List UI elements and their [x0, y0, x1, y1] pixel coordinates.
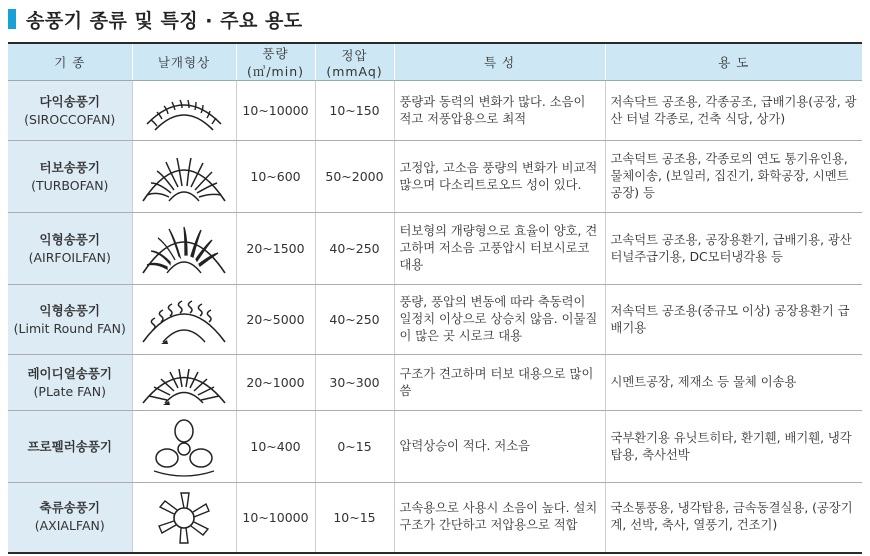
header-feature: 특 성 [394, 43, 605, 81]
fan-type-cell [8, 411, 132, 483]
usage-cell: 국소통풍용, 냉각탑용, 금속동결실용, (공장기계, 선박, 축사, 열풍기, 건조기) [605, 483, 862, 553]
table-header-row [8, 43, 862, 81]
feature-cell: 고속용으로 사용시 소음이 높다. 설치구조가 간단하고 저압용으로 적합 [394, 483, 605, 553]
fan-table [8, 42, 862, 554]
fan-type-name: 레이디얼송풍기 [27, 365, 113, 381]
flow-cell: 10~600 [236, 141, 315, 213]
blade-cell [132, 483, 236, 553]
table-row [8, 285, 862, 355]
header-usage: 용 도 [605, 43, 862, 81]
blade-cell [132, 411, 236, 483]
fan-type-name: 익형송풍기 [39, 302, 100, 318]
fan-type-en: (Limit Round FAN) [13, 320, 126, 336]
axial-blade-icon [152, 487, 216, 547]
sirocco-blade-icon [141, 90, 227, 132]
flow-cell: 20~1500 [236, 213, 315, 285]
limit-round-blade-icon [139, 294, 229, 346]
radial-blade-icon [139, 360, 229, 406]
fan-type-name: 터보송풍기 [39, 159, 100, 175]
fan-type-en: (TURBOFAN) [31, 177, 109, 193]
fan-type-name: 축류송풍기 [39, 500, 100, 516]
page-title: 송풍기 종류 및 특징 · 주요 용도 [26, 9, 303, 32]
usage-cell: 시멘트공장, 제재소 등 물체 이송용 [605, 355, 862, 411]
usage-cell: 고속덕트 공조용, 각종로의 연도 통기유인용, 물체이송, (보일러, 집진기, 화학공장, 시멘트공장) 등 [605, 141, 862, 213]
fan-type-cell [8, 141, 132, 213]
fan-type-cell [8, 285, 132, 355]
fan-type-cell [8, 355, 132, 411]
turbo-blade-icon [139, 149, 229, 205]
blade-cell [132, 213, 236, 285]
header-type: 기 종 [8, 43, 132, 81]
fan-type-en: (AXIALFAN) [34, 518, 105, 534]
usage-cell: 저속닥트 공조용, 각종공조, 급배기용(공장, 광산 터널 각종로, 건축 식당, 상가) [605, 81, 862, 141]
table-row [8, 355, 862, 411]
propeller-blade-icon [149, 417, 219, 477]
feature-cell: 풍량, 풍압의 변동에 따라 축동력이 일정치 이상으로 상승치 않음. 이물질이 많은 곳 시로크 대용 [394, 285, 605, 355]
usage-cell: 저속덕트 공조용(중규모 이상) 공장용환기 급배기용 [605, 285, 862, 355]
pressure-cell: 50~2000 [315, 141, 394, 213]
pressure-cell: 0~15 [315, 411, 394, 483]
fan-type-name: 프로펠러송풍기 [27, 438, 113, 454]
fan-type-cell [8, 483, 132, 553]
fan-type-cell [8, 81, 132, 141]
title-marker [8, 9, 16, 29]
table-row [8, 213, 862, 285]
flow-cell: 10~10000 [236, 81, 315, 141]
fan-type-cell [8, 213, 132, 285]
pressure-cell: 40~250 [315, 213, 394, 285]
flow-cell: 20~5000 [236, 285, 315, 355]
feature-cell: 압력상승이 적다. 저소음 [394, 411, 605, 483]
feature-cell: 구조가 견고하며 터보 대용으로 많이 씀 [394, 355, 605, 411]
flow-cell: 10~400 [236, 411, 315, 483]
blade-cell [132, 355, 236, 411]
pressure-cell: 40~250 [315, 285, 394, 355]
table-row [8, 141, 862, 213]
table-row [8, 411, 862, 483]
blade-cell [132, 141, 236, 213]
blade-cell [132, 285, 236, 355]
fan-type-name: 다익송풍기 [39, 93, 100, 109]
header-pressure: 정압(mmAq) [315, 43, 394, 81]
feature-cell: 풍량과 동력의 변화가 많다. 소음이 적고 저풍압용으로 최적 [394, 81, 605, 141]
table-row [8, 81, 862, 141]
pressure-cell: 10~15 [315, 483, 394, 553]
pressure-cell: 10~150 [315, 81, 394, 141]
feature-cell: 고정압, 고소음 풍량의 변화가 비교적 많으며 다소리트로오드 성이 있다. [394, 141, 605, 213]
fan-type-name: 익형송풍기 [39, 231, 100, 247]
flow-cell: 10~10000 [236, 483, 315, 553]
fan-type-en: (SIROCCOFAN) [24, 111, 116, 127]
feature-cell: 터보형의 개량형으로 효율이 양호, 견고하며 저소음 고풍압시 터보시로코 대용 [394, 213, 605, 285]
usage-cell: 국부환기용 유닛트히타, 환기휀, 배기휀, 냉각탑용, 축사선박 [605, 411, 862, 483]
header-flow: 풍량(㎥/min) [236, 43, 315, 81]
usage-cell: 고속덕트 공조용, 공장용환기, 급배기용, 광산터널주급기용, DC모터냉각용 등 [605, 213, 862, 285]
fan-type-en: (PLate FAN) [33, 383, 106, 399]
airfoil-blade-icon [139, 221, 229, 277]
fan-type-en: (AIRFOILFAN) [28, 249, 111, 265]
header-blade: 날개형상 [132, 43, 236, 81]
blade-cell [132, 81, 236, 141]
page-title-bar [8, 5, 303, 33]
pressure-cell: 30~300 [315, 355, 394, 411]
table-row [8, 483, 862, 553]
flow-cell: 20~1000 [236, 355, 315, 411]
